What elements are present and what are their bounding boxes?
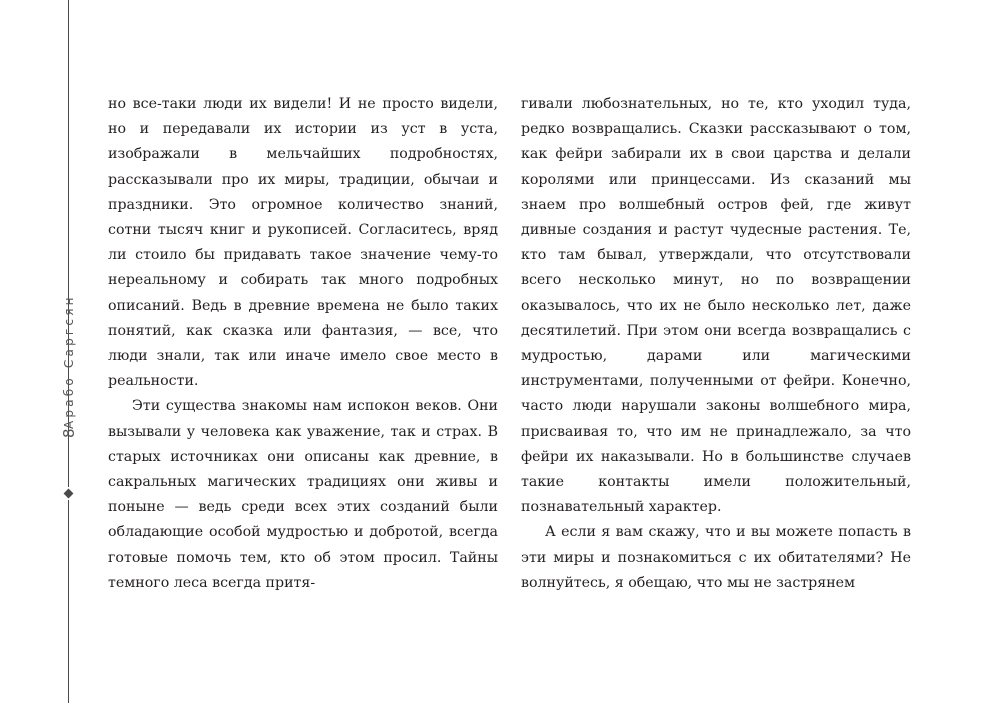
paragraph: А если я вам скажу, что и вы можете попасть в эти миры и познакомиться с их обитателями? Не волнуйтесь, я обещаю, что мы не застрянем: [521, 524, 911, 591]
margin-diamond-ornament: [64, 489, 74, 499]
left-text-column: [108, 92, 498, 596]
margin-rule-bottom: [68, 500, 69, 703]
paragraph: но все-таки люди их видели! И не просто видели, но и передавали их истории из уст в уста, изображали в мельчайших подробностях, рассказывали про их миры, традиции, обычаи и праздники. Это огромное количество знаний, сотни тысяч книг и рукописей. Согласитесь, вряд ли стоило бы придавать такое значение чему-то нереальному и собирать так много подробных описаний. Ведь в древние времена не было таких понятий, как сказка или фантазия, — все, что люди знали, так или иначе имело свое место в реальности.: [108, 96, 498, 390]
author-name: Арабо Саргсян: [62, 294, 76, 429]
paragraph: Эти существа знакомы нам испокон веков. Они вызывали у человека как уважение, так и страх. В старых источниках они описаны как древние, в сакральных магических традициях они живы и поныне — ведь среди всех этих созданий были обладающие особой мудростью и добротой, всегда готовые помочь тем, кто об этом просил. Тайны темного леса всегда притя-: [108, 398, 498, 591]
right-text-column: [521, 92, 911, 596]
running-head: [57, 272, 81, 472]
paragraph: гивали любознательных, но те, кто уходил туда, редко возвращались. Сказки рассказывают о том, как фейри забирали их в свои царства и делали королями или принцессами. Из сказаний мы знаем про волшебный остров фей, где живут дивные создания и растут чудесные растения. Те, кто там бывал, утверждали, что отсутствовали всего несколько минут, но по возвращении оказывалось, что их не было несколько лет, даже десятилетий. При этом они всегда возвращались с мудростью, дарами или магическими инструментами, полученными от фейри. Конечно, часто люди нарушали законы волшебного мира, присваивая то, что им не принадлежало, за что фейри их наказывали. Но в большинстве случаев такие контакты имели положительный, познавательный характер.: [521, 96, 911, 516]
page-number: 8: [60, 428, 78, 439]
